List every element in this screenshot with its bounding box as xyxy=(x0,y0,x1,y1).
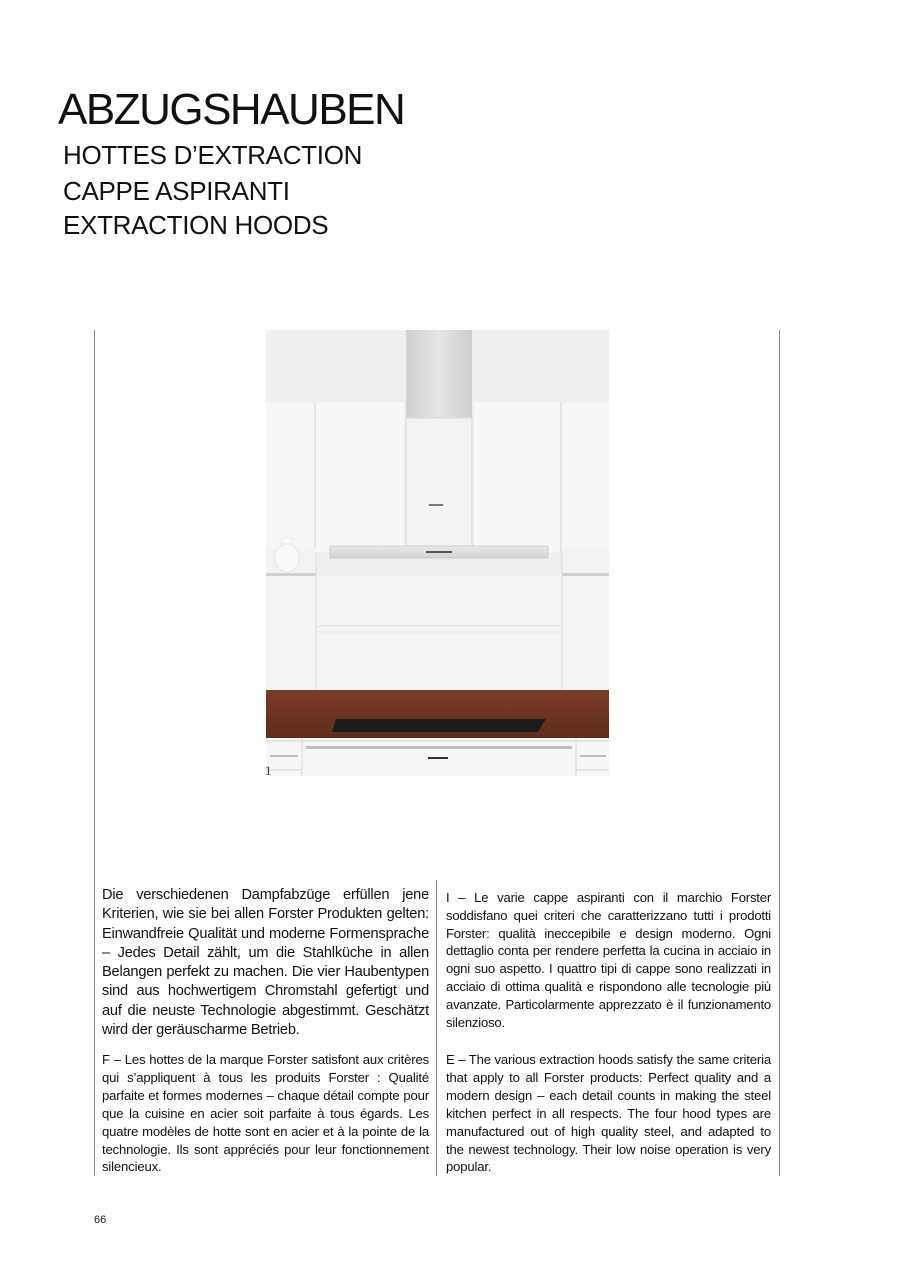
brand-logo xyxy=(429,504,443,506)
subtitle-italian: CAPPE ASPIRANTI xyxy=(63,176,290,206)
subtitle-english: EXTRACTION HOODS xyxy=(63,210,329,240)
figure-number: 1 xyxy=(265,763,272,778)
kitchen-hood-photo xyxy=(266,330,609,776)
subtitle-french: HOTTES D’EXTRACTION xyxy=(63,140,363,170)
kitchen-hood-illustration xyxy=(266,330,609,776)
text-french: F – Les hottes de la marque Forster satisfont aux critères qui s’appliquent à tous les produits Forster : Qualité parfaite et formes modernes – chaque détail compte pour que la cuisine en acier soit parfaite à tous égards. Les quatre modèles de hotte sont en acier et à la pointe de la technologie. Ils sont appréciés pour leur fonctionnement silencieux. xyxy=(102,1052,429,1175)
text-english: E – The various extraction hoods satisfy the same criteria that apply to all Forster products: Perfect quality and a modern design – each detail counts in making the steel kitchen perfect in all respects. The four hood types are manufactured out of high quality steel, and adapted to the newest technology. Their low noise operation is very popular. xyxy=(446,1052,771,1175)
text-italian: I – Le varie cappe aspiranti con il marchio Forster soddisfano quei criteri che caratterizzano tutti i prodotti Forster: qualità ineccepibile e design moderno. Ogni dettaglio conta per rendere perfetta la cucina in acciaio in ogni suo aspetto. I quattro tipi di cappe sono realizzati in acciaio di ottima qualità e rispondono alle tecnologie più avanzate. Particolarmente apprezzato è il funzionamento silenzioso. xyxy=(446,890,771,1030)
page-number: 66 xyxy=(94,1214,107,1226)
left-column-rule xyxy=(94,330,95,1176)
text-german: Die verschiedenen Dampfabzüge erfüllen jene Kriterien, wie sie bei allen Forster Produkten gelten: Einwandfreie Qualität und moderne Formensprache – Jedes Detail zählt, um die Stahlküche in allen Belangen perfekt zu machen. Die vier Haubentypen sind aus hochwertigem Chromstahl gefertigt und auf die neuste Technologie abgestimmt. Geschätzt wird der geräuscharme Betrieb. xyxy=(102,887,429,1039)
page-title: ABZUGSHAUBEN xyxy=(58,85,405,134)
right-column-rule xyxy=(779,330,780,1176)
middle-column-rule xyxy=(436,880,437,1176)
